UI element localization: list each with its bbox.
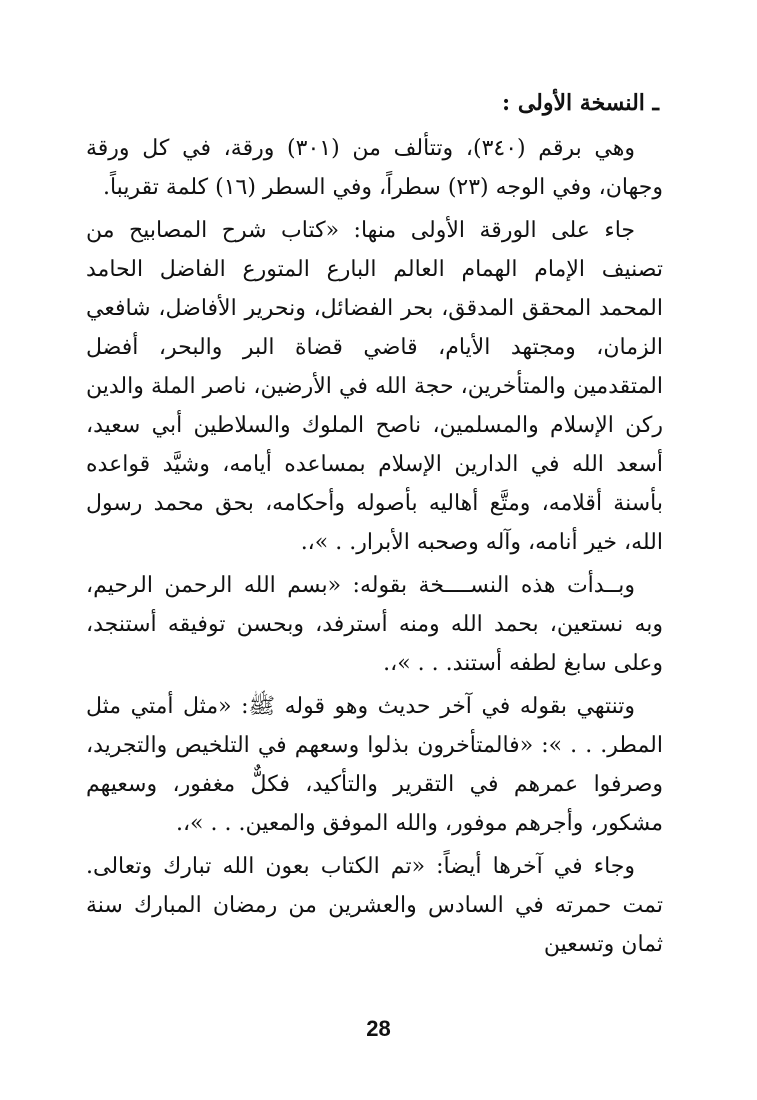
paragraph-opening: وبــدأت هذه النســــخة بقوله: «بسم الله الرحمن الرحيم، وبه نستعين، بحمد الله ومنه أسترفد، وبحسن توفيقه أستنجد، وعلى سابغ لطفه أستند. . . »،.: [86, 573, 663, 676]
body-text: [86, 84, 663, 968]
paragraph-ending: وتنتهي بقوله في آخر حديث وهو قوله ﷺ: «مثل أمتي مثل المطر. . . »: «فالمتأخرون بذلوا وسعهم في التلخيص والتجريد، وصرفوا عمرهم في التقرير والتأكيد، فكلٌّ مغفور، وسعيهم مشكور، وأجرهم موفور، والله الموفق والمعين. . . »،.: [86, 694, 663, 836]
section-heading: ـ النسخة الأولى :: [502, 90, 659, 116]
paragraph-first-leaf: جاء على الورقة الأولى منها: «كتاب شرح المصابيح من تصنيف الإمام الهمام العالم البارع المتورع الفاضل الحامد المحمد المحقق المدقق، بحر الفضائل، ونحرير الأفاضل، شافعي الزمان، ومجتهد الأيام، قاضي قضاة البر والبحر، أفضل المتقدمين والمتأخرين، حجة الله في الأرضين، ناصر الملة والدين ركن الإسلام والمسلمين، ناصح الملوك والسلاطين أبي سعيد، أسعد الله في الدارين الإسلام بمساعده أيامه، وشيَّد قواعده بأسنة أقلامه، ومتَّع أهاليه بأصوله وأحكامه، بحق محمد رسول الله، خير أنامه، وآله وصحبه الأبرار. . »،.: [86, 218, 663, 555]
paragraph-colophon: وجاء في آخرها أيضاً: «تم الكتاب بعون الله تبارك وتعالى. تمت حمرته في السادس والعشرين من رمضان المبارك سنة ثمان وتسعين: [86, 854, 663, 957]
page-number: 28: [366, 1016, 391, 1041]
paragraph-description: وهي برقم (٣٤٠)، وتتألف من (٣٠١) ورقة، في كل ورقة وجهان، وفي الوجه (٢٣) سطراً، وفي السطر (١٦) كلمة تقريباً.: [86, 136, 663, 200]
